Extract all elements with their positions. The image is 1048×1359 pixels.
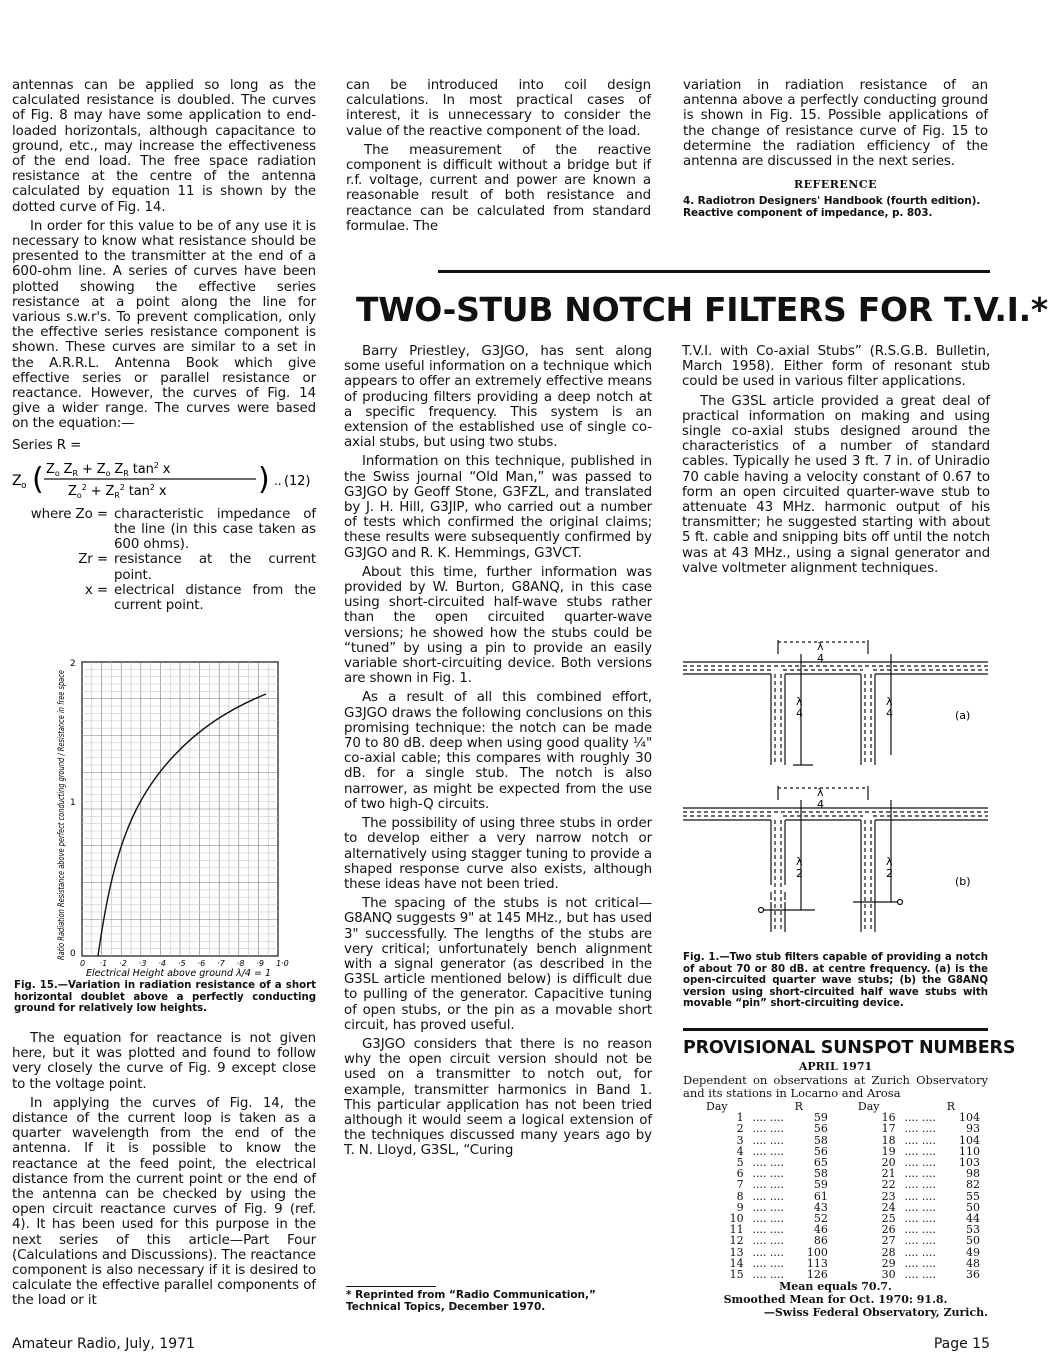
fig1a xyxy=(683,640,988,765)
paragraph: T.V.I. with Co-axial Stubs” (R.S.G.B. Bulletin, March 1958). Either form of resonant stub could be used in various filter applications. xyxy=(682,344,990,390)
r-cell: 59 xyxy=(813,1111,828,1125)
leader-dots: .... .... xyxy=(904,1156,936,1170)
svg-text:Zo ZR + Zo ZR tan2 x: $Z_o$ $Z_R + Z_o$ $Z_R$ $\tan^2 x$ xyxy=(46,460,171,478)
svg-text:Zo2 + ZR2 tan2 x: $Z_o^2 + Z_R^2$ $\tan^2 x$ xyxy=(68,482,167,500)
column-1-continued xyxy=(12,1031,316,1313)
r-cell: 100 xyxy=(806,1245,828,1259)
leader-dots: .... .... xyxy=(904,1122,936,1136)
day-cell: 6 xyxy=(736,1167,744,1181)
day-cell: 1 xyxy=(736,1111,744,1125)
leader-dots: .... .... xyxy=(752,1178,784,1192)
table-row xyxy=(688,1112,988,1123)
x-tick: ·3 xyxy=(138,959,147,968)
x-tick: ·1 xyxy=(99,959,108,968)
leader-dots: .... .... xyxy=(752,1268,784,1282)
y-axis-label: Ratio Radiation Resistance above perfect conducting ground / Resistance in free space xyxy=(57,589,67,960)
leader-dots: .... .... xyxy=(904,1268,936,1282)
r-cell: 50 xyxy=(966,1234,980,1248)
day-cell: 14 xyxy=(729,1256,744,1270)
r-cell: 56 xyxy=(813,1122,828,1136)
day-cell: 24 xyxy=(881,1200,896,1214)
svg-text:): ) xyxy=(258,461,270,497)
paragraph: Barry Priestley, G3JGO, has sent along some useful information on a technique which appears to offer an extremely effective means of producing filters providing a deep notch at a specific frequency. This system is an extension of the established use of single co-axial stubs, but using two stubs. xyxy=(344,344,652,451)
r-cell: 126 xyxy=(806,1268,828,1282)
leader-dots: .... .... xyxy=(752,1144,784,1158)
table-row xyxy=(688,1179,988,1190)
x-tick: ·9 xyxy=(256,959,265,968)
r-cell: 104 xyxy=(959,1111,980,1125)
r-cell: 93 xyxy=(966,1122,980,1136)
r-cell: 53 xyxy=(966,1223,980,1237)
day-cell: 4 xyxy=(736,1144,744,1158)
svg-text:(: ( xyxy=(32,461,44,497)
day-cell: 27 xyxy=(881,1234,896,1248)
paragraph: G3JGO considers that there is no reason why the open circuit version should not be used on a transmitter to notch out, for example, transmitter harmonics in Band 1. This particular application has not been tried although it would seem a logical extension of the techniques discussed many years ago by T. N. Lloyd, G3SL, “Curing xyxy=(344,1036,652,1159)
x-tick: ·8 xyxy=(236,959,245,968)
day-cell: 21 xyxy=(881,1167,896,1181)
svg-text:4: 4 xyxy=(796,707,803,720)
col-head: R xyxy=(946,1100,955,1113)
paragraph: In applying the curves of Fig. 14, the distance of the current loop is taken as a quarter wavelength from the end of the antenna. If it is possible to know the reactance at the feed point, the electrical distance from the current point or the end of the antenna can be checked by using the open circuit reactance curves of Fig. 9 (ref. 4). It has been used for this purpose in the next series of this article—Part Four (Calculations and Discussions). The reactance component is also necessary if it is desired to calculate the effective parallel components of the load or it xyxy=(12,1095,316,1309)
leader-dots: .... .... xyxy=(904,1167,936,1181)
paragraph: antennas can be applied so long as the calculated resistance is doubled. The curves of Fig. 8 may have some application to end-loaded horizontals, although capacitance to ground, etc., may increase the effectiveness of the end load. The free space radiation resistance at the centre of the antenna calculated by equation 11 is shown by the dotted curve of Fig. 14. xyxy=(12,78,316,215)
definition: characteristic impedance of the line (in this case taken as 600 ohms). xyxy=(114,506,316,553)
leader-dots: .... .... xyxy=(752,1122,784,1136)
r-cell: 36 xyxy=(966,1268,980,1282)
leader-dots: .... .... xyxy=(904,1200,936,1214)
svg-text:λ: λ xyxy=(886,855,893,868)
definition: electrical distance from the current point. xyxy=(114,582,316,614)
table-row xyxy=(688,1168,988,1179)
leader-dots: .... .... xyxy=(752,1245,784,1259)
day-cell: 8 xyxy=(736,1189,744,1203)
svg-text:2: 2 xyxy=(796,867,803,880)
r-cell: 110 xyxy=(959,1144,980,1158)
day-cell: 19 xyxy=(881,1144,896,1158)
fig1b-labels xyxy=(796,786,971,888)
leader-dots: .... .... xyxy=(904,1178,936,1192)
paragraph: In order for this value to be of any use it is necessary to know what resistance should be presented to the transmitter at the end of a 600-ohm line. A series of curves have been plotted showing the effective series resistance at a point along the line for various s.w.r's. To prevent complication, only the effective series resistance component is shown. These curves are similar to a set in the A.R.R.L. Antenna Book which give effective series or parallel resistance or reactance. However, the curves of Fig. 14 give a wider range. The curves were based on the equation:— xyxy=(12,218,316,432)
day-cell: 5 xyxy=(736,1156,744,1170)
column-1 xyxy=(12,78,316,613)
day-cell: 17 xyxy=(881,1122,896,1136)
leader-dots: .... .... xyxy=(752,1200,784,1214)
svg-text:2: 2 xyxy=(886,867,893,880)
leader-dots: .... .... xyxy=(904,1212,936,1226)
leader-dots: .... .... xyxy=(752,1223,784,1237)
article-divider xyxy=(438,270,990,273)
table-row xyxy=(688,1191,988,1202)
resistance-curve xyxy=(98,694,266,956)
symbol: where Zo = xyxy=(30,506,108,522)
day-cell: 3 xyxy=(736,1133,744,1147)
r-cell: 113 xyxy=(806,1256,828,1270)
svg-text:λ: λ xyxy=(817,786,824,799)
day-cell: 26 xyxy=(881,1223,896,1237)
day-cell: 9 xyxy=(736,1200,744,1214)
column-3-top xyxy=(683,78,988,219)
x-tick: ·7 xyxy=(217,959,225,968)
sunspot-mean: Mean equals 70.7. xyxy=(779,1280,892,1293)
leader-dots: .... .... xyxy=(752,1156,784,1170)
x-tick: ·4 xyxy=(158,959,167,968)
day-cell: 22 xyxy=(881,1178,896,1192)
day-cell: 12 xyxy=(729,1234,744,1248)
r-cell: 48 xyxy=(966,1256,980,1270)
paragraph: As a result of all this combined effort, G3JGO draws the following conclusions on this promising technique: the notch can be made 70 to 80 dB. deep when using good quality ¼" co-axial cable; this compares with roughly 30 dB. for a single stub. The notch is also narrower, as might be expected from the use of two high-Q circuits. xyxy=(344,690,652,812)
svg-text:λ: λ xyxy=(796,695,803,708)
x-axis-label: Electrical Height above ground λ/4 = 1 xyxy=(86,968,272,979)
article-title: TWO-STUB NOTCH FILTERS FOR T.V.I.* xyxy=(356,290,1048,329)
y-tick: 0 xyxy=(70,949,76,959)
r-cell: 58 xyxy=(813,1133,828,1147)
svg-text:4: 4 xyxy=(817,798,824,811)
footer-left: Amateur Radio, July, 1971 xyxy=(12,1336,195,1352)
fig1a-labels xyxy=(796,640,970,722)
sunspot-table xyxy=(688,1101,988,1280)
r-cell: 58 xyxy=(813,1167,828,1181)
r-cell: 56 xyxy=(813,1144,828,1158)
table-row xyxy=(688,1123,988,1134)
paragraph: About this time, further information was provided by W. Burton, G8ANQ, in this case using short-circuited half-wave stubs rather than the open circuited quarter-wave versions; he showed how the stubs could be “tuned” by using a pin to provide an easily variable short-circuiting device. Both versions are shown in Fig. 1. xyxy=(344,564,652,687)
series-label: Series R = xyxy=(12,437,82,453)
col-head: Day xyxy=(857,1100,880,1113)
x-tick: 0 xyxy=(80,959,86,968)
paragraph: The spacing of the stubs is not critical—G8ANQ suggests 9" at 145 MHz., but has used 3" successfully. The lengths of the stubs are very critical; unfortunately bench alignment with a signal generator (as described in the G3SL article mentioned below) is difficult due to pulling of the generator. Capacitive tuning of open stubs, or the pin as a movable short circuit, has proved useful. xyxy=(344,896,652,1033)
leader-dots: .... .... xyxy=(752,1212,784,1226)
sunspot-title: PROVISIONAL SUNSPOT NUMBERS xyxy=(683,1038,1016,1058)
leader-dots: .... .... xyxy=(904,1189,936,1203)
table-row xyxy=(688,1157,988,1168)
paragraph: The measurement of the reactive component is difficult without a bridge but if r.f. voltage, current and power are known a reasonable result of both resistance and reactance can be calculated from standard formulae. The xyxy=(346,142,651,234)
x-tick: ·5 xyxy=(178,959,186,968)
table-row xyxy=(688,1235,988,1246)
leader-dots: .... .... xyxy=(904,1223,936,1237)
leader-dots: .... .... xyxy=(752,1111,784,1125)
leader-dots: .... .... xyxy=(752,1256,784,1270)
equation-svg xyxy=(12,457,316,501)
fig1b xyxy=(683,786,988,932)
equation-number: (12) xyxy=(284,473,311,489)
r-cell: 44 xyxy=(966,1212,980,1226)
table-row xyxy=(688,1269,988,1280)
footnote: * Reprinted from “Radio Communication,” Technical Topics, December 1970. xyxy=(346,1289,596,1313)
paragraph: The possibility of using three stubs in order to develop either a very narrow notch or alternatively using stagger tuning to provide a shaped response curve also exists, although these ideas have not been tried. xyxy=(344,816,652,892)
leader-dots: .... .... xyxy=(904,1111,936,1125)
r-cell: 86 xyxy=(813,1234,828,1248)
sunspot-smoothed: Smoothed Mean for Oct. 1970: 91.8. xyxy=(723,1293,948,1306)
r-cell: 59 xyxy=(813,1178,828,1192)
x-tick: ·2 xyxy=(119,959,127,968)
sunspot-source: —Swiss Federal Observatory, Zurich. xyxy=(763,1306,988,1319)
x-tick: ·6 xyxy=(197,959,206,968)
where-definitions xyxy=(12,507,316,613)
r-cell: 61 xyxy=(813,1189,828,1203)
footnote-rule xyxy=(346,1286,436,1287)
svg-text:4: 4 xyxy=(886,707,893,720)
x-tick: 1·0 xyxy=(276,959,289,968)
r-cell: 104 xyxy=(959,1133,980,1147)
equation-12 xyxy=(12,457,316,501)
fig1-diagram xyxy=(683,640,988,940)
day-cell: 11 xyxy=(729,1223,744,1237)
day-cell: 15 xyxy=(729,1268,744,1282)
svg-text:..: .. xyxy=(274,473,282,488)
leader-dots: .... .... xyxy=(904,1245,936,1259)
col-head: R xyxy=(794,1100,803,1113)
table-row xyxy=(688,1146,988,1157)
r-cell: 55 xyxy=(966,1189,980,1203)
svg-text:λ: λ xyxy=(817,640,824,653)
svg-text:4: 4 xyxy=(817,652,824,665)
r-cell: 65 xyxy=(813,1156,828,1170)
day-cell: 29 xyxy=(881,1256,896,1270)
label-a: (a) xyxy=(955,709,971,722)
leader-dots: .... .... xyxy=(904,1256,936,1270)
day-cell: 23 xyxy=(881,1189,896,1203)
paragraph: The equation for reactance is not given here, but it was plotted and found to follow very closely the curve of Fig. 9 except close to the voltage point. xyxy=(12,1031,316,1092)
leader-dots: .... .... xyxy=(904,1133,936,1147)
column-2-top xyxy=(346,78,651,238)
leader-dots: .... .... xyxy=(752,1189,784,1203)
y-tick: 2 xyxy=(70,659,76,669)
table-row xyxy=(688,1135,988,1146)
article-column-2 xyxy=(682,344,990,580)
r-cell: 43 xyxy=(813,1200,828,1214)
day-cell: 30 xyxy=(881,1268,896,1282)
reference-heading: REFERENCE xyxy=(794,178,877,192)
graph-grid xyxy=(82,662,278,956)
leader-dots: .... .... xyxy=(904,1144,936,1158)
day-cell: 10 xyxy=(729,1212,744,1226)
day-cell: 2 xyxy=(736,1122,744,1136)
sunspot-divider xyxy=(683,1028,988,1031)
sunspot-month: APRIL 1971 xyxy=(798,1060,873,1073)
leader-dots: .... .... xyxy=(752,1167,784,1181)
paragraph: can be introduced into coil design calculations. In most practical cases of interest, it is unnecessary to consider the value of the reactive component of the load. xyxy=(346,78,651,139)
paragraph: variation in radiation resistance of an antenna above a perfectly conducting ground is shown in Fig. 15. Possible applications of the change of resistance curve of Fig. 15 to determine the radiation efficiency of the antenna are discussed in the next series. xyxy=(683,78,988,170)
day-cell: 16 xyxy=(881,1111,896,1125)
symbol: x = xyxy=(84,582,108,598)
day-cell: 20 xyxy=(881,1156,896,1170)
y-tick: 1 xyxy=(70,798,76,808)
day-cell: 18 xyxy=(881,1133,896,1147)
r-cell: 46 xyxy=(813,1223,828,1237)
fig15-caption: Fig. 15.—Variation in radiation resistance of a short horizontal doublet above a perfectly conducting ground for relatively low heights. xyxy=(14,980,316,1015)
paragraph: The G3SL article provided a great deal of practical information on making and using single co-axial stubs designed around the characteristics of a number of standard cables. Typically he used 3 ft. 7 in. of Uniradio 70 cable having a velocity constant of 0.67 to form an open circuited quarter-wave stub to attenuate 43 MHz. harmonic output of his transmitter; he suggested starting with about 5 ft. cable and snipping bits off until the notch was at 43 MHz., using a signal generator and valve voltmeter alignment techniques. xyxy=(682,393,990,576)
leader-dots: .... .... xyxy=(752,1133,784,1147)
day-cell: 25 xyxy=(881,1212,896,1226)
r-cell: 49 xyxy=(966,1245,980,1259)
leader-dots: .... .... xyxy=(752,1234,784,1248)
label-b: (b) xyxy=(955,875,971,888)
svg-text:λ: λ xyxy=(796,855,803,868)
footer-right: Page 15 xyxy=(933,1336,990,1352)
reference-text: 4. Radiotron Designers' Handbook (fourth edition). Reactive component of impedance, p. 803. xyxy=(683,195,981,220)
sunspot-intro: Dependent on observations at Zurich Observatory and its stations in Locarno and Arosa xyxy=(683,1073,988,1100)
symbol: Zr = xyxy=(78,552,108,568)
svg-text:λ: λ xyxy=(886,695,893,708)
r-cell: 82 xyxy=(966,1178,980,1192)
day-cell: 13 xyxy=(729,1245,744,1259)
article-column-1 xyxy=(344,344,652,1163)
svg-text:o: o xyxy=(21,480,27,491)
col-head: Day xyxy=(706,1100,728,1113)
leader-dots: .... .... xyxy=(904,1234,936,1248)
r-cell: 98 xyxy=(966,1167,980,1181)
day-cell: 7 xyxy=(736,1178,744,1192)
r-cell: 52 xyxy=(813,1212,828,1226)
day-cell: 28 xyxy=(881,1245,896,1259)
r-cell: 50 xyxy=(966,1200,980,1214)
fig1-caption: Fig. 1.—Two stub filters capable of providing a notch of about 70 or 80 dB. at centre frequency. (a) is the open-circuited quarter wave stubs; (b) the G8ANQ version using short-circuited half wave stubs with movable “pin” short-circuiting device. xyxy=(683,952,988,1010)
definition: resistance at the current point. xyxy=(114,552,316,583)
r-cell: 103 xyxy=(959,1156,980,1170)
svg-text:Z: Z xyxy=(12,472,22,489)
paragraph: Information on this technique, published in the Swiss journal “Old Man,” was passed to G3JGO by Geoff Stone, G3FZL, and translated by J. H. Hill, G3JIP, who carried out a number of tests which confirmed the original claims; these results were subsequently confirmed by G3JGO and R. K. Hemmings, G3VCT. xyxy=(344,454,652,561)
